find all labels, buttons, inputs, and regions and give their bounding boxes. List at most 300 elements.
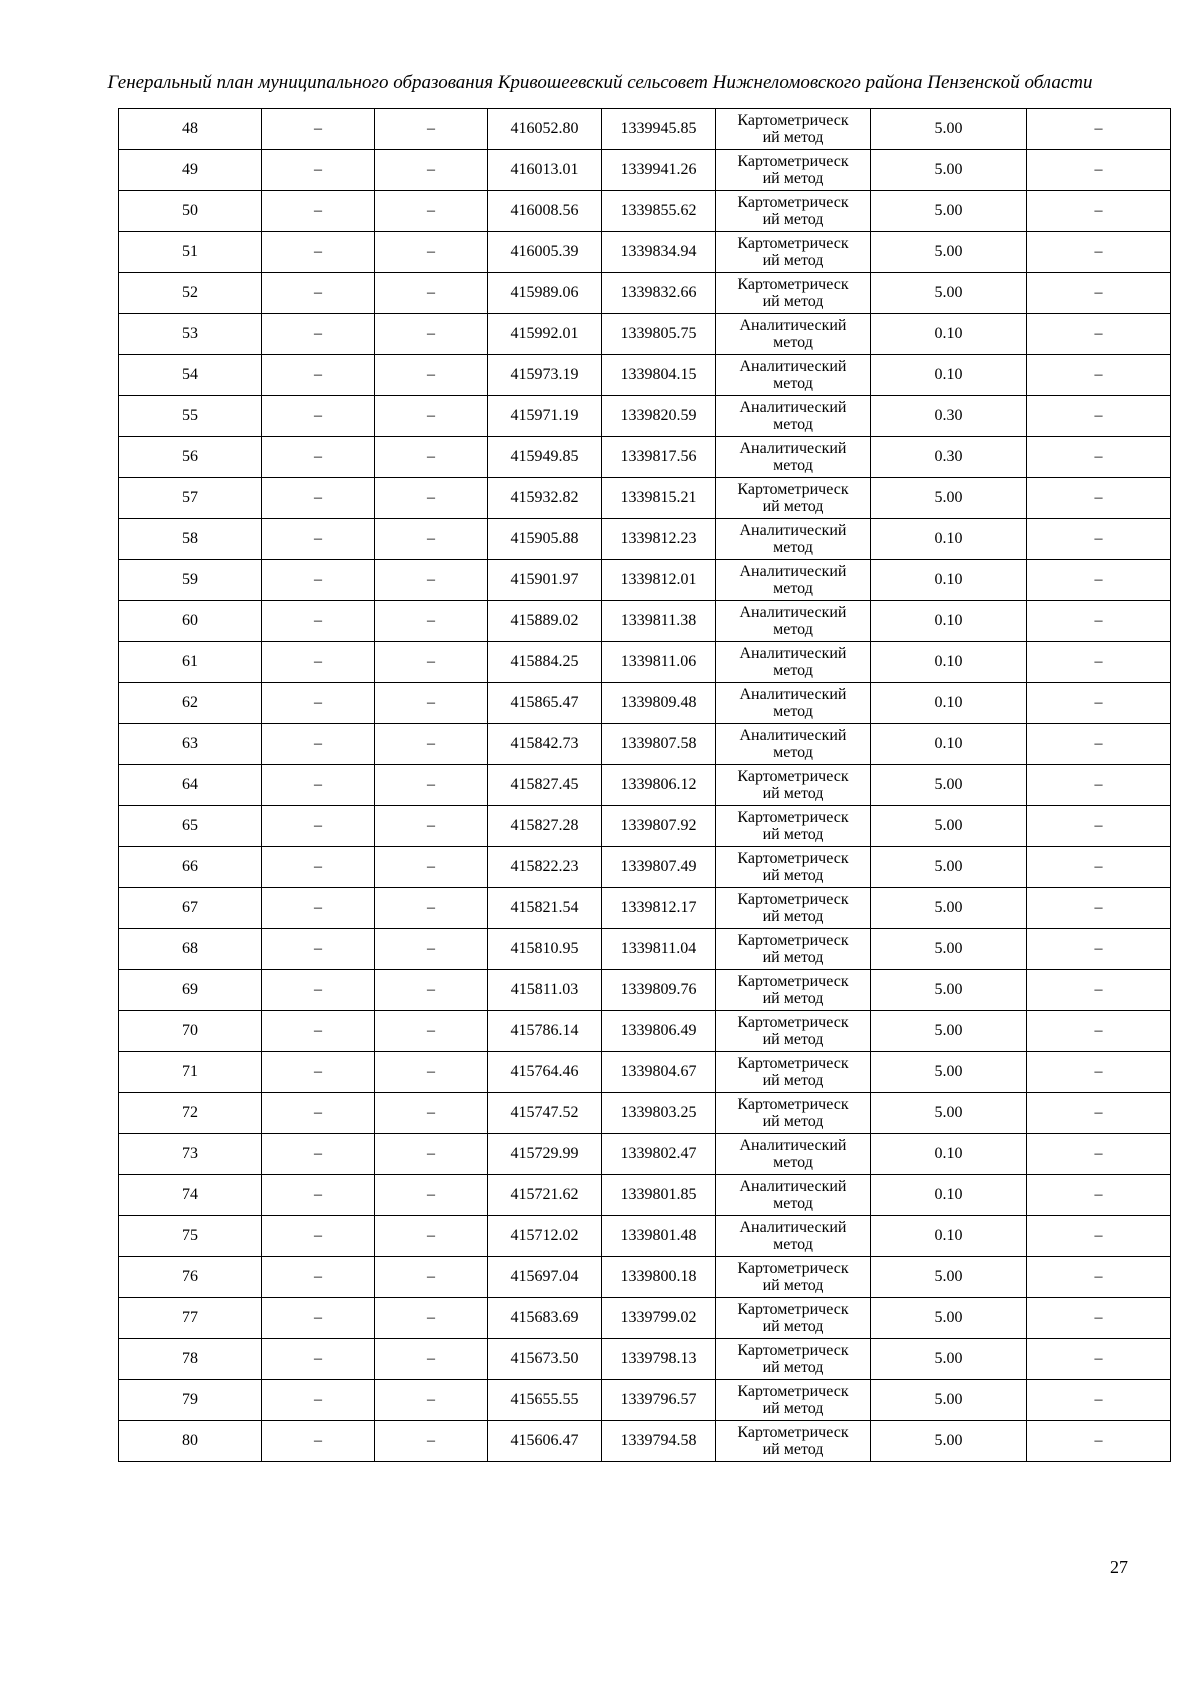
- document-header: Генеральный план муниципального образования Кривошеевский сельсовет Нижнеломовского района Пензенской области: [107, 72, 1093, 93]
- table-row: [119, 1421, 1171, 1462]
- empty-value-cell: –: [262, 1421, 375, 1462]
- empty-value-cell: –: [375, 1380, 488, 1421]
- empty-value-cell: –: [262, 150, 375, 191]
- empty-value-cell: –: [375, 847, 488, 888]
- y-coordinate-cell: 1339804.67: [602, 1052, 716, 1093]
- x-coordinate-cell: 415764.46: [488, 1052, 602, 1093]
- empty-value-cell: –: [262, 1134, 375, 1175]
- table-row: [119, 1175, 1171, 1216]
- x-coordinate-cell: 415712.02: [488, 1216, 602, 1257]
- y-coordinate-cell: 1339815.21: [602, 478, 716, 519]
- y-coordinate-cell: 1339855.62: [602, 191, 716, 232]
- empty-value-cell: –: [1027, 1011, 1171, 1052]
- table-row: [119, 314, 1171, 355]
- y-coordinate-cell: 1339812.01: [602, 560, 716, 601]
- method-cell: [716, 765, 871, 806]
- empty-value-cell: –: [1027, 642, 1171, 683]
- method-cell: [716, 683, 871, 724]
- x-coordinate-cell: 416013.01: [488, 150, 602, 191]
- method-cell: [716, 1339, 871, 1380]
- method-text-line: ий метод: [762, 1031, 824, 1048]
- y-coordinate-cell: 1339941.26: [602, 150, 716, 191]
- x-coordinate-cell: 415865.47: [488, 683, 602, 724]
- accuracy-cell: 5.00: [871, 1339, 1027, 1380]
- method-text-line: метод: [773, 375, 813, 392]
- x-coordinate-cell: 415747.52: [488, 1093, 602, 1134]
- method-cell: [716, 191, 871, 232]
- method-text-line: Картометрическ: [737, 276, 849, 293]
- table-row: [119, 1093, 1171, 1134]
- table-row: [119, 232, 1171, 273]
- x-coordinate-cell: 416008.56: [488, 191, 602, 232]
- empty-value-cell: –: [262, 724, 375, 765]
- method-cell: [716, 1216, 871, 1257]
- point-number-cell: 53: [119, 314, 262, 355]
- method-cell: [716, 847, 871, 888]
- empty-value-cell: –: [262, 109, 375, 150]
- empty-value-cell: –: [375, 1216, 488, 1257]
- y-coordinate-cell: 1339804.15: [602, 355, 716, 396]
- method-cell: [716, 724, 871, 765]
- y-coordinate-cell: 1339796.57: [602, 1380, 716, 1421]
- accuracy-cell: 5.00: [871, 1380, 1027, 1421]
- x-coordinate-cell: 415673.50: [488, 1339, 602, 1380]
- point-number-cell: 57: [119, 478, 262, 519]
- y-coordinate-cell: 1339803.25: [602, 1093, 716, 1134]
- method-cell: [716, 109, 871, 150]
- empty-value-cell: –: [1027, 683, 1171, 724]
- table-row: [119, 601, 1171, 642]
- method-text-line: метод: [773, 662, 813, 679]
- y-coordinate-cell: 1339801.48: [602, 1216, 716, 1257]
- point-number-cell: 64: [119, 765, 262, 806]
- table-row: [119, 1339, 1171, 1380]
- empty-value-cell: –: [1027, 519, 1171, 560]
- accuracy-cell: 5.00: [871, 1052, 1027, 1093]
- coordinates-table: [118, 108, 1171, 1462]
- method-text-line: ий метод: [762, 170, 824, 187]
- y-coordinate-cell: 1339798.13: [602, 1339, 716, 1380]
- y-coordinate-cell: 1339801.85: [602, 1175, 716, 1216]
- x-coordinate-cell: 415697.04: [488, 1257, 602, 1298]
- point-number-cell: 66: [119, 847, 262, 888]
- empty-value-cell: –: [375, 806, 488, 847]
- x-coordinate-cell: 415949.85: [488, 437, 602, 478]
- y-coordinate-cell: 1339812.23: [602, 519, 716, 560]
- empty-value-cell: –: [375, 888, 488, 929]
- table-row: [119, 150, 1171, 191]
- y-coordinate-cell: 1339799.02: [602, 1298, 716, 1339]
- method-cell: [716, 970, 871, 1011]
- empty-value-cell: –: [375, 1339, 488, 1380]
- method-text-line: Картометрическ: [737, 932, 849, 949]
- x-coordinate-cell: 415827.28: [488, 806, 602, 847]
- empty-value-cell: –: [262, 355, 375, 396]
- table-row: [119, 683, 1171, 724]
- method-text-line: Картометрическ: [737, 153, 849, 170]
- empty-value-cell: –: [262, 519, 375, 560]
- point-number-cell: 73: [119, 1134, 262, 1175]
- x-coordinate-cell: 415827.45: [488, 765, 602, 806]
- empty-value-cell: –: [262, 437, 375, 478]
- accuracy-cell: 0.30: [871, 437, 1027, 478]
- empty-value-cell: –: [262, 1175, 375, 1216]
- empty-value-cell: –: [1027, 1093, 1171, 1134]
- point-number-cell: 60: [119, 601, 262, 642]
- method-text-line: ий метод: [762, 990, 824, 1007]
- empty-value-cell: –: [375, 642, 488, 683]
- table-row: [119, 355, 1171, 396]
- y-coordinate-cell: 1339820.59: [602, 396, 716, 437]
- empty-value-cell: –: [375, 437, 488, 478]
- accuracy-cell: 5.00: [871, 970, 1027, 1011]
- table-row: [119, 1052, 1171, 1093]
- empty-value-cell: –: [375, 191, 488, 232]
- method-text-line: Картометрическ: [737, 1096, 849, 1113]
- empty-value-cell: –: [262, 1298, 375, 1339]
- method-cell: [716, 1052, 871, 1093]
- table-row: [119, 1216, 1171, 1257]
- empty-value-cell: –: [375, 560, 488, 601]
- method-text-line: Аналитический: [739, 1219, 847, 1236]
- point-number-cell: 56: [119, 437, 262, 478]
- method-text-line: Картометрическ: [737, 973, 849, 990]
- empty-value-cell: –: [375, 478, 488, 519]
- empty-value-cell: –: [1027, 109, 1171, 150]
- method-text-line: Аналитический: [739, 645, 847, 662]
- accuracy-cell: 0.10: [871, 1134, 1027, 1175]
- x-coordinate-cell: 416052.80: [488, 109, 602, 150]
- point-number-cell: 63: [119, 724, 262, 765]
- accuracy-cell: 0.10: [871, 642, 1027, 683]
- empty-value-cell: –: [375, 314, 488, 355]
- method-text-line: ий метод: [762, 1072, 824, 1089]
- method-text-line: Картометрическ: [737, 1342, 849, 1359]
- empty-value-cell: –: [262, 847, 375, 888]
- y-coordinate-cell: 1339817.56: [602, 437, 716, 478]
- page-number: 27: [1110, 1557, 1128, 1577]
- table-row: [119, 519, 1171, 560]
- table-row: [119, 396, 1171, 437]
- y-coordinate-cell: 1339807.49: [602, 847, 716, 888]
- method-text-line: Картометрическ: [737, 1301, 849, 1318]
- y-coordinate-cell: 1339800.18: [602, 1257, 716, 1298]
- y-coordinate-cell: 1339809.76: [602, 970, 716, 1011]
- empty-value-cell: –: [375, 273, 488, 314]
- point-number-cell: 52: [119, 273, 262, 314]
- method-cell: [716, 1421, 871, 1462]
- accuracy-cell: 5.00: [871, 1011, 1027, 1052]
- method-text-line: метод: [773, 580, 813, 597]
- method-text-line: Картометрическ: [737, 235, 849, 252]
- x-coordinate-cell: 415971.19: [488, 396, 602, 437]
- point-number-cell: 68: [119, 929, 262, 970]
- empty-value-cell: –: [1027, 1257, 1171, 1298]
- empty-value-cell: –: [1027, 1339, 1171, 1380]
- point-number-cell: 69: [119, 970, 262, 1011]
- method-text-line: Аналитический: [739, 440, 847, 457]
- table-row: [119, 560, 1171, 601]
- y-coordinate-cell: 1339832.66: [602, 273, 716, 314]
- method-cell: [716, 1257, 871, 1298]
- empty-value-cell: –: [1027, 1175, 1171, 1216]
- method-text-line: Картометрическ: [737, 1014, 849, 1031]
- accuracy-cell: 5.00: [871, 232, 1027, 273]
- method-text-line: Картометрическ: [737, 1055, 849, 1072]
- empty-value-cell: –: [375, 970, 488, 1011]
- method-text-line: метод: [773, 1195, 813, 1212]
- y-coordinate-cell: 1339806.49: [602, 1011, 716, 1052]
- method-cell: [716, 1134, 871, 1175]
- method-text-line: метод: [773, 1236, 813, 1253]
- table-row: [119, 1134, 1171, 1175]
- method-text-line: метод: [773, 457, 813, 474]
- empty-value-cell: –: [375, 1298, 488, 1339]
- method-text-line: ий метод: [762, 498, 824, 515]
- method-text-line: ий метод: [762, 1113, 824, 1130]
- empty-value-cell: –: [1027, 888, 1171, 929]
- x-coordinate-cell: 415729.99: [488, 1134, 602, 1175]
- method-text-line: Картометрическ: [737, 891, 849, 908]
- empty-value-cell: –: [262, 396, 375, 437]
- empty-value-cell: –: [1027, 191, 1171, 232]
- method-text-line: ий метод: [762, 1277, 824, 1294]
- table-row: [119, 1298, 1171, 1339]
- y-coordinate-cell: 1339802.47: [602, 1134, 716, 1175]
- method-cell: [716, 396, 871, 437]
- method-text-line: ий метод: [762, 252, 824, 269]
- method-text-line: ий метод: [762, 1400, 824, 1417]
- method-text-line: ий метод: [762, 211, 824, 228]
- method-text-line: Аналитический: [739, 563, 847, 580]
- point-number-cell: 55: [119, 396, 262, 437]
- empty-value-cell: –: [375, 1052, 488, 1093]
- method-text-line: Картометрическ: [737, 194, 849, 211]
- empty-value-cell: –: [1027, 1380, 1171, 1421]
- table-row: [119, 1011, 1171, 1052]
- point-number-cell: 50: [119, 191, 262, 232]
- method-cell: [716, 888, 871, 929]
- table-row: [119, 191, 1171, 232]
- y-coordinate-cell: 1339805.75: [602, 314, 716, 355]
- table-row: [119, 1380, 1171, 1421]
- empty-value-cell: –: [1027, 150, 1171, 191]
- method-cell: [716, 1175, 871, 1216]
- x-coordinate-cell: 415810.95: [488, 929, 602, 970]
- method-text-line: Картометрическ: [737, 1383, 849, 1400]
- point-number-cell: 62: [119, 683, 262, 724]
- empty-value-cell: –: [262, 191, 375, 232]
- point-number-cell: 72: [119, 1093, 262, 1134]
- empty-value-cell: –: [1027, 396, 1171, 437]
- point-number-cell: 78: [119, 1339, 262, 1380]
- method-text-line: метод: [773, 621, 813, 638]
- method-text-line: метод: [773, 539, 813, 556]
- y-coordinate-cell: 1339807.58: [602, 724, 716, 765]
- table-row: [119, 847, 1171, 888]
- accuracy-cell: 0.10: [871, 724, 1027, 765]
- method-cell: [716, 314, 871, 355]
- accuracy-cell: 5.00: [871, 765, 1027, 806]
- empty-value-cell: –: [375, 109, 488, 150]
- point-number-cell: 70: [119, 1011, 262, 1052]
- table-row: [119, 642, 1171, 683]
- empty-value-cell: –: [375, 1093, 488, 1134]
- empty-value-cell: –: [1027, 314, 1171, 355]
- method-cell: [716, 560, 871, 601]
- empty-value-cell: –: [1027, 847, 1171, 888]
- empty-value-cell: –: [1027, 478, 1171, 519]
- accuracy-cell: 0.10: [871, 683, 1027, 724]
- method-text-line: ий метод: [762, 293, 824, 310]
- empty-value-cell: –: [375, 1175, 488, 1216]
- method-text-line: Картометрическ: [737, 768, 849, 785]
- y-coordinate-cell: 1339834.94: [602, 232, 716, 273]
- empty-value-cell: –: [1027, 970, 1171, 1011]
- method-text-line: Картометрическ: [737, 850, 849, 867]
- accuracy-cell: 0.10: [871, 1216, 1027, 1257]
- table-row: [119, 970, 1171, 1011]
- empty-value-cell: –: [1027, 437, 1171, 478]
- method-text-line: ий метод: [762, 949, 824, 966]
- x-coordinate-cell: 415655.55: [488, 1380, 602, 1421]
- table-row: [119, 929, 1171, 970]
- method-text-line: метод: [773, 334, 813, 351]
- empty-value-cell: –: [1027, 1134, 1171, 1175]
- x-coordinate-cell: 415932.82: [488, 478, 602, 519]
- x-coordinate-cell: 415889.02: [488, 601, 602, 642]
- y-coordinate-cell: 1339809.48: [602, 683, 716, 724]
- method-text-line: ий метод: [762, 1359, 824, 1376]
- empty-value-cell: –: [375, 765, 488, 806]
- point-number-cell: 80: [119, 1421, 262, 1462]
- empty-value-cell: –: [1027, 929, 1171, 970]
- empty-value-cell: –: [262, 273, 375, 314]
- empty-value-cell: –: [375, 1257, 488, 1298]
- table-row: [119, 273, 1171, 314]
- accuracy-cell: 0.10: [871, 1175, 1027, 1216]
- empty-value-cell: –: [1027, 1216, 1171, 1257]
- method-cell: [716, 1380, 871, 1421]
- empty-value-cell: –: [262, 806, 375, 847]
- empty-value-cell: –: [1027, 1421, 1171, 1462]
- method-text-line: Аналитический: [739, 1178, 847, 1195]
- empty-value-cell: –: [1027, 1052, 1171, 1093]
- method-cell: [716, 232, 871, 273]
- table-row: [119, 806, 1171, 847]
- point-number-cell: 67: [119, 888, 262, 929]
- empty-value-cell: –: [375, 519, 488, 560]
- empty-value-cell: –: [262, 478, 375, 519]
- accuracy-cell: 5.00: [871, 1093, 1027, 1134]
- method-text-line: Аналитический: [739, 399, 847, 416]
- empty-value-cell: –: [375, 601, 488, 642]
- table-row: [119, 478, 1171, 519]
- empty-value-cell: –: [262, 683, 375, 724]
- empty-value-cell: –: [262, 232, 375, 273]
- accuracy-cell: 0.10: [871, 560, 1027, 601]
- method-text-line: Аналитический: [739, 522, 847, 539]
- empty-value-cell: –: [375, 683, 488, 724]
- method-text-line: Картометрическ: [737, 1424, 849, 1441]
- empty-value-cell: –: [375, 929, 488, 970]
- accuracy-cell: 5.00: [871, 888, 1027, 929]
- accuracy-cell: 0.10: [871, 519, 1027, 560]
- table-row: [119, 437, 1171, 478]
- accuracy-cell: 5.00: [871, 1257, 1027, 1298]
- method-text-line: Картометрическ: [737, 112, 849, 129]
- accuracy-cell: 5.00: [871, 109, 1027, 150]
- empty-value-cell: –: [262, 642, 375, 683]
- method-text-line: ий метод: [762, 867, 824, 884]
- x-coordinate-cell: 415973.19: [488, 355, 602, 396]
- accuracy-cell: 5.00: [871, 150, 1027, 191]
- point-number-cell: 51: [119, 232, 262, 273]
- table-row: [119, 1257, 1171, 1298]
- accuracy-cell: 5.00: [871, 1421, 1027, 1462]
- accuracy-cell: 5.00: [871, 847, 1027, 888]
- empty-value-cell: –: [1027, 1298, 1171, 1339]
- method-text-line: метод: [773, 416, 813, 433]
- x-coordinate-cell: 415992.01: [488, 314, 602, 355]
- empty-value-cell: –: [262, 1339, 375, 1380]
- accuracy-cell: 5.00: [871, 273, 1027, 314]
- method-text-line: Аналитический: [739, 727, 847, 744]
- method-cell: [716, 929, 871, 970]
- empty-value-cell: –: [1027, 724, 1171, 765]
- empty-value-cell: –: [1027, 273, 1171, 314]
- empty-value-cell: –: [1027, 765, 1171, 806]
- method-text-line: Картометрическ: [737, 481, 849, 498]
- method-text-line: ий метод: [762, 129, 824, 146]
- x-coordinate-cell: 415606.47: [488, 1421, 602, 1462]
- method-text-line: ий метод: [762, 1441, 824, 1458]
- x-coordinate-cell: 416005.39: [488, 232, 602, 273]
- method-text-line: ий метод: [762, 826, 824, 843]
- point-number-cell: 61: [119, 642, 262, 683]
- point-number-cell: 74: [119, 1175, 262, 1216]
- point-number-cell: 71: [119, 1052, 262, 1093]
- point-number-cell: 59: [119, 560, 262, 601]
- method-cell: [716, 1093, 871, 1134]
- method-text-line: Аналитический: [739, 1137, 847, 1154]
- empty-value-cell: –: [262, 314, 375, 355]
- method-cell: [716, 437, 871, 478]
- method-text-line: Аналитический: [739, 358, 847, 375]
- empty-value-cell: –: [375, 1011, 488, 1052]
- method-text-line: Аналитический: [739, 317, 847, 334]
- y-coordinate-cell: 1339794.58: [602, 1421, 716, 1462]
- empty-value-cell: –: [1027, 806, 1171, 847]
- method-text-line: ий метод: [762, 1318, 824, 1335]
- method-text-line: метод: [773, 744, 813, 761]
- method-cell: [716, 478, 871, 519]
- empty-value-cell: –: [262, 765, 375, 806]
- accuracy-cell: 5.00: [871, 191, 1027, 232]
- x-coordinate-cell: 415683.69: [488, 1298, 602, 1339]
- table-row: [119, 888, 1171, 929]
- accuracy-cell: 5.00: [871, 806, 1027, 847]
- x-coordinate-cell: 415811.03: [488, 970, 602, 1011]
- accuracy-cell: 5.00: [871, 1298, 1027, 1339]
- point-number-cell: 58: [119, 519, 262, 560]
- method-text-line: Картометрическ: [737, 809, 849, 826]
- y-coordinate-cell: 1339811.04: [602, 929, 716, 970]
- y-coordinate-cell: 1339807.92: [602, 806, 716, 847]
- table-row: [119, 724, 1171, 765]
- method-cell: [716, 1011, 871, 1052]
- point-number-cell: 77: [119, 1298, 262, 1339]
